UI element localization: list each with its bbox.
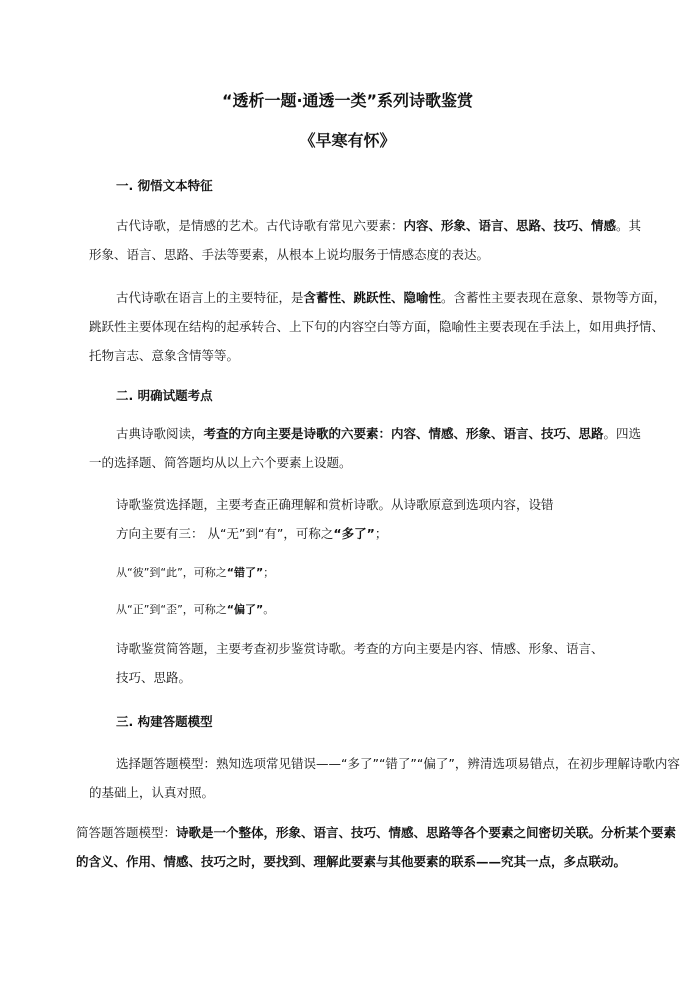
section-2-paragraph-1-line-1 [116, 419, 641, 448]
emphasis-text: “多了” [333, 526, 375, 541]
section-1-paragraph-2-line-3: 托物言志、意象含情等等。 [89, 348, 240, 363]
section-2-paragraph-5-line-1: 诗歌鉴赏简答题，主要考查初步鉴赏诗歌。考查的方向主要是内容、情感、形象、语言、 [116, 641, 604, 656]
text-span: 从“正”到“歪”，可称之 [116, 603, 227, 616]
text-span: 。 [263, 603, 275, 616]
text-span: 方向主要有三： 从“无”到“有”，可称之 [116, 526, 334, 541]
section-1-paragraph-1-line-2: 形象、语言、思路、手法等要素，从根本上说均服务于情感态度的表达。 [89, 247, 490, 262]
emphasis-text: 诗歌是一个整体，形象、语言、技巧、情感、思路等各个要素之间密切关联。分析某个要素 [176, 825, 677, 840]
text-span: 。其 [616, 218, 642, 233]
text-span: ； [374, 526, 388, 541]
text-span: 古代诗歌在语言上的主要特征，是 [116, 290, 304, 305]
section-3-heading: 三. 构建答题模型 [116, 714, 213, 729]
text-span: 。含蓄性主要表现在意象、景物等方面， [441, 290, 667, 305]
section-2-paragraph-1-line-2: 一的选择题、简答题均从以上六个要素上设题。 [89, 455, 352, 470]
text-span: 古代诗歌，是情感的艺术。古代诗歌有常见六要素： [116, 218, 404, 233]
text-span: 古典诗歌阅读， [116, 426, 204, 441]
section-3-paragraph-1-line-2: 的基础上，认真对照。 [89, 785, 215, 800]
section-3-paragraph-1-line-1: 选择题答题模型：熟知选项常见错误——“多了”“错了”“偏了”，辨清选项易错点，在初步理解诗歌内容 [116, 756, 680, 771]
emphasis-text: 考查的方向主要是诗歌的六要素：内容、情感、形象、语言、技巧、思路 [203, 426, 604, 441]
text-span: 简答题答题模型： [76, 825, 177, 840]
section-2-paragraph-4 [116, 595, 274, 624]
emphasis-text: 内容、形象、语言、思路、技巧、情感 [403, 218, 617, 233]
document-title: “透析一题·通透一类”系列诗歌鉴赏 [221, 91, 474, 110]
section-2-heading: 二. 明确试题考点 [116, 388, 213, 403]
text-span: 。四选 [603, 426, 642, 441]
emphasis-text: “错了” [226, 566, 264, 579]
section-2-paragraph-2-line-2 [116, 519, 387, 548]
section-1-paragraph-2-line-1 [116, 283, 666, 312]
section-2-paragraph-2-line-1: 诗歌鉴赏选择题，主要考查正确理解和赏析诗歌。从诗歌原意到选项内容，设错 [116, 497, 554, 512]
text-span: ； [263, 566, 275, 579]
section-1-paragraph-2-line-2: 跳跃性主要体现在结构的起承转合、上下句的内容空白等方面，隐喻性主要表现在手法上，如用典抒情、 [89, 319, 665, 334]
emphasis-text: 含蓄性、跳跃性、隐喻性 [303, 290, 442, 305]
section-1-paragraph-1-line-1 [116, 211, 641, 240]
section-2-paragraph-5-line-2: 技巧、思路。 [116, 670, 192, 685]
poem-title: 《早寒有怀》 [299, 131, 396, 150]
section-3-paragraph-2-line-2: 的含义、作用、情感、技巧之时，要找到、理解此要素与其他要素的联系——究其一点，多点联动。 [76, 854, 627, 869]
section-3-paragraph-2-line-1 [76, 818, 676, 847]
text-span: 从“彼”到“此”，可称之 [116, 566, 227, 579]
section-2-paragraph-3 [116, 558, 274, 587]
section-1-heading: 一. 彻悟文本特征 [116, 178, 213, 193]
emphasis-text: “偏了” [226, 603, 264, 616]
